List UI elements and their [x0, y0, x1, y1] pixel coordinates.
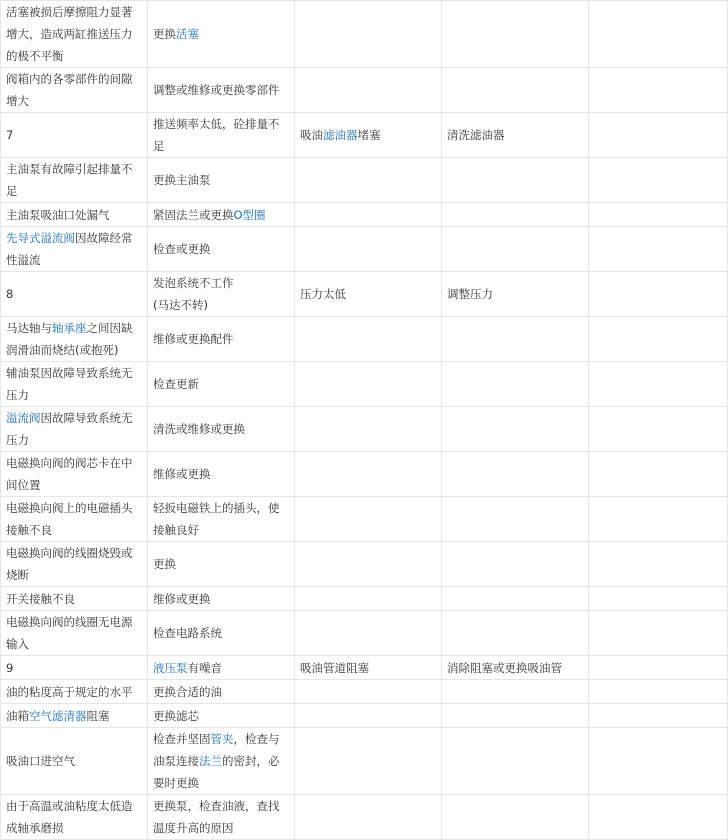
table-cell: [148, 68, 295, 113]
cell-text: 主油泵吸油口处漏气: [6, 207, 110, 222]
table-cell: [1, 272, 148, 317]
table-cell: [148, 656, 295, 680]
cell-text: 更换主油泵: [153, 173, 211, 187]
table-cell: [295, 728, 442, 795]
table-cell: [148, 272, 295, 317]
table-row: [1, 611, 728, 656]
table-cell: [589, 542, 728, 587]
table-cell: [1, 407, 148, 452]
table-cell: [589, 656, 728, 680]
table-row: [1, 272, 728, 317]
table-cell: [148, 587, 295, 611]
table-row: [1, 227, 728, 272]
cell-text: 检查电路系统: [153, 626, 222, 640]
table-cell: [442, 795, 589, 840]
table-cell: [148, 203, 295, 227]
table-row: [1, 795, 728, 840]
table-cell: [295, 497, 442, 542]
table-cell: [589, 1, 728, 68]
table-row: [1, 542, 728, 587]
table-cell: [1, 227, 148, 272]
table-cell: [148, 680, 295, 704]
table-row: [1, 317, 728, 362]
table-cell: [1, 113, 148, 158]
table-cell: [1, 587, 148, 611]
table-cell: [442, 587, 589, 611]
table-cell: [442, 113, 589, 158]
cell-text: 开关接触不良: [6, 591, 75, 606]
table-cell: [148, 362, 295, 407]
cell-text: 活塞被损后摩擦阻力显著增大，造成两缸推送压力的极不平衡: [6, 5, 133, 63]
table-row: [1, 497, 728, 542]
table-cell: [295, 611, 442, 656]
table-cell: [295, 704, 442, 728]
table-cell: [442, 542, 589, 587]
term-link[interactable]: 溢流阀: [6, 411, 41, 425]
table-row: [1, 452, 728, 497]
table-cell: [148, 542, 295, 587]
table-cell: [148, 704, 295, 728]
cell-text: 检查更新: [153, 377, 199, 391]
cell-text: 调整或维修或更换零部件: [153, 83, 280, 97]
cell-text: 检查或更换: [153, 242, 211, 256]
term-link[interactable]: 法兰: [199, 754, 222, 768]
table-cell: [148, 728, 295, 795]
table-row: [1, 656, 728, 680]
cell-text: 吸油口进空气: [6, 754, 75, 768]
cell-text: 更换: [153, 557, 176, 571]
term-link[interactable]: 活塞: [176, 27, 199, 41]
cell-text: 阀箱内的各零部件的间隙增大: [6, 72, 133, 108]
table-cell: [1, 68, 148, 113]
cell-text: 吸油管道阻塞: [300, 660, 369, 675]
table-cell: [1, 158, 148, 203]
table-row: [1, 113, 728, 158]
table-cell: [589, 587, 728, 611]
table-row: [1, 158, 728, 203]
cell-text: 清洗或维修或更换: [153, 422, 245, 436]
table-row: [1, 728, 728, 795]
table-cell: [589, 680, 728, 704]
table-cell: [442, 158, 589, 203]
table-cell: [295, 1, 442, 68]
table-cell: [295, 227, 442, 272]
cell-text: 由于高温或油粘度太低造成轴承磨损: [6, 799, 133, 835]
table-cell: [148, 795, 295, 840]
table-cell: [295, 452, 442, 497]
cell-text: 电磁换向阀上的电磁插头接触不良: [6, 501, 133, 537]
table-cell: [442, 497, 589, 542]
cell-text: 9: [6, 660, 14, 675]
table-cell: [1, 656, 148, 680]
table-row: [1, 587, 728, 611]
table-cell: [295, 795, 442, 840]
table-cell: [442, 656, 589, 680]
table-cell: [1, 317, 148, 362]
table-cell: [295, 317, 442, 362]
table-cell: [442, 68, 589, 113]
term-link[interactable]: 空气滤清器: [29, 708, 87, 723]
table-cell: [295, 158, 442, 203]
table-cell: [442, 1, 589, 68]
table-row: [1, 407, 728, 452]
table-cell: [589, 113, 728, 158]
cell-text: (马达不转): [153, 298, 208, 312]
cell-text: 堵塞: [357, 128, 381, 142]
term-link[interactable]: O型圈: [233, 207, 266, 222]
table-cell: [589, 704, 728, 728]
cell-text: 马达轴与: [6, 321, 52, 335]
table-cell: [1, 680, 148, 704]
cell-text: 电磁换向阀的阀芯卡在中间位置: [6, 456, 133, 492]
term-link[interactable]: 先导式溢流阀: [6, 231, 75, 245]
cell-text: 清洗滤油器: [447, 128, 505, 142]
cell-text: 消除阻塞或更换吸油管: [447, 660, 562, 675]
cell-text: 油箱: [6, 708, 29, 723]
cell-text: 7: [6, 128, 14, 142]
cell-text: ，检查与油泵连接: [153, 732, 280, 768]
term-link[interactable]: 管夹: [210, 732, 234, 746]
cell-text: 紧固法兰或更换: [153, 207, 234, 222]
table-cell: [589, 452, 728, 497]
table-cell: [295, 113, 442, 158]
cell-text: 的密封，必要时更换: [153, 754, 280, 790]
cell-text: 主油泵有故障引起排量不足: [6, 162, 133, 198]
table-cell: [589, 362, 728, 407]
table-cell: [148, 227, 295, 272]
cell-text: 维修或更换: [153, 591, 211, 606]
table-cell: [589, 728, 728, 795]
cell-text: 维修或更换配件: [153, 332, 234, 346]
table-cell: [589, 68, 728, 113]
table-cell: [442, 362, 589, 407]
table-cell: [442, 728, 589, 795]
table-cell: [295, 587, 442, 611]
cell-text: 更换滤芯: [153, 708, 199, 723]
cell-text: 轻扳电磁铁上的插头，使接触良好: [153, 501, 280, 537]
table-cell: [1, 728, 148, 795]
cell-text: 检查并坚固: [153, 732, 211, 746]
table-cell: [148, 1, 295, 68]
table-row: [1, 203, 728, 227]
table-cell: [442, 203, 589, 227]
table-cell: [295, 362, 442, 407]
cell-text: 调整压力: [447, 287, 493, 301]
table-cell: [148, 317, 295, 362]
table-cell: [1, 542, 148, 587]
table-cell: [295, 68, 442, 113]
term-link[interactable]: 轴承座: [52, 321, 87, 335]
cell-text: 维修或更换: [153, 467, 211, 481]
table-row: [1, 1, 728, 68]
table-cell: [1, 795, 148, 840]
table-cell: [148, 113, 295, 158]
cell-text: 8: [6, 287, 14, 301]
table-cell: [295, 272, 442, 317]
table-cell: [589, 272, 728, 317]
table-cell: [589, 611, 728, 656]
table-row: [1, 362, 728, 407]
table-body: [1, 1, 728, 840]
table-cell: [442, 227, 589, 272]
cell-text: 压力太低: [300, 287, 346, 301]
cell-text: 更换泵，检查油液，查找温度升高的原因: [153, 799, 280, 835]
table-cell: [295, 542, 442, 587]
table-cell: [1, 611, 148, 656]
term-link[interactable]: 液压泵: [153, 660, 188, 675]
cell-text: 更换: [153, 27, 176, 41]
table-cell: [295, 656, 442, 680]
table-cell: [148, 407, 295, 452]
table-cell: [442, 452, 589, 497]
cell-text: 发泡系统不工作: [153, 276, 234, 290]
table-cell: [442, 611, 589, 656]
table-cell: [442, 407, 589, 452]
table-cell: [442, 272, 589, 317]
cell-text: 阻塞: [86, 708, 110, 723]
cell-text: 有噪音: [187, 660, 222, 675]
table-cell: [589, 407, 728, 452]
table-cell: [589, 317, 728, 362]
table-cell: [148, 158, 295, 203]
table-row: [1, 68, 728, 113]
table-cell: [589, 497, 728, 542]
table-cell: [589, 795, 728, 840]
table-cell: [1, 452, 148, 497]
cell-text: 吸油: [300, 128, 323, 142]
table-cell: [442, 680, 589, 704]
table-cell: [295, 203, 442, 227]
table-row: [1, 680, 728, 704]
table-cell: [1, 497, 148, 542]
table-cell: [148, 611, 295, 656]
term-link[interactable]: 滤油器: [323, 128, 358, 142]
cell-text: 之间因缺润滑油而烧结(或抱死): [6, 321, 133, 357]
cell-text: 电磁换向阀的线圈烧毁或烧断: [6, 546, 133, 582]
table-cell: [1, 704, 148, 728]
table-cell: [148, 497, 295, 542]
cell-text: 辅油泵因故障导致系统无压力: [6, 366, 133, 402]
table-cell: [1, 1, 148, 68]
cell-text: 因故障经常性溢流: [6, 231, 133, 267]
table-cell: [295, 407, 442, 452]
table-cell: [442, 317, 589, 362]
table-cell: [1, 203, 148, 227]
table-cell: [295, 680, 442, 704]
cell-text: 电磁换向阀的线圈无电源输入: [6, 615, 133, 651]
table-row: [1, 704, 728, 728]
cell-text: 油的粘度高于规定的水平: [6, 684, 133, 699]
cell-text: 因故障导致系统无压力: [6, 411, 133, 447]
table-cell: [589, 227, 728, 272]
table-cell: [589, 203, 728, 227]
table-cell: [148, 452, 295, 497]
table-cell: [1, 362, 148, 407]
cell-text: 更换合适的油: [153, 684, 222, 699]
table-cell: [442, 704, 589, 728]
cell-text: 推送频率太低，砼排量不足: [153, 117, 280, 153]
table-cell: [589, 158, 728, 203]
